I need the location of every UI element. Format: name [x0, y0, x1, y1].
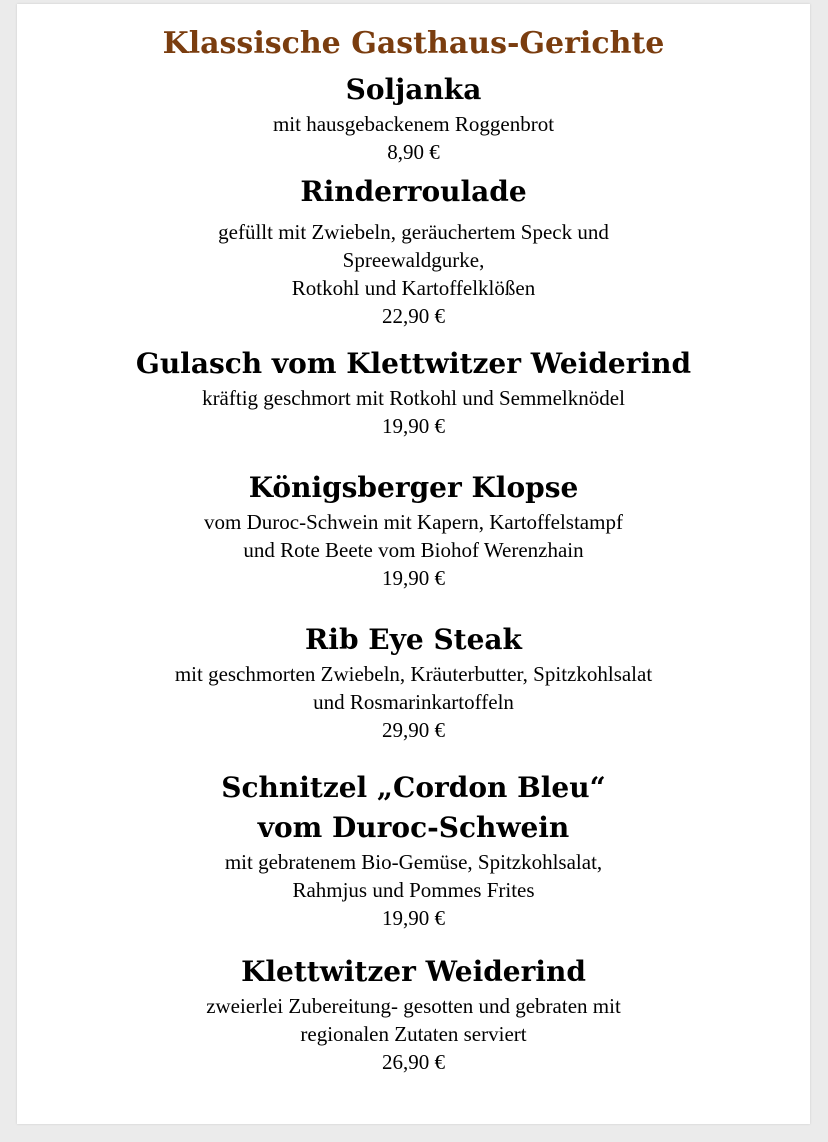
dish-schnitzel-cordon-bleu — [17, 768, 810, 932]
dish-name: Soljanka — [345, 73, 482, 106]
menu-title: Klassische Gasthaus-Gerichte — [162, 26, 665, 61]
dish-price: 19,90 € — [382, 566, 445, 590]
dish-name: Königsberger Klopse — [248, 471, 579, 504]
dish-description: mit hausgebackenem Roggenbrot — [272, 112, 555, 136]
dish-rib-eye-steak — [17, 620, 810, 744]
dish-price: 8,90 € — [387, 140, 440, 164]
dish-price: 29,90 € — [382, 718, 445, 742]
dish-name: Klettwitzer Weiderind — [241, 955, 586, 988]
dish-description: und Rote Beete vom Biohof Werenzhain — [243, 538, 584, 562]
dish-description: gefüllt mit Zwiebeln, geräuchertem Speck und — [218, 220, 609, 244]
dish-description: mit gebratenem Bio-Gemüse, Spitzkohlsalat, — [224, 850, 603, 874]
dish-price: 22,90 € — [382, 304, 445, 328]
dish-gulasch — [17, 344, 810, 440]
dish-description: Rahmjus und Pommes Frites — [292, 878, 535, 902]
dish-price: 26,90 € — [382, 1050, 445, 1074]
dish-koenigsberger-klopse — [17, 468, 810, 592]
dish-description: zweierlei Zubereitung- gesotten und gebraten mit — [206, 994, 621, 1018]
dish-name: Rinderroulade — [300, 175, 527, 208]
dish-description: und Rosmarinkartoffeln — [313, 690, 514, 714]
dish-name: Gulasch vom Klettwitzer Weiderind — [135, 347, 692, 380]
dish-soljanka — [17, 70, 810, 166]
dish-rinderroulade — [17, 172, 810, 330]
menu-page — [17, 4, 810, 1124]
dish-price: 19,90 € — [382, 906, 445, 930]
dish-price: 19,90 € — [382, 414, 445, 438]
dish-description: vom Duroc-Schwein mit Kapern, Kartoffelstampf — [204, 510, 623, 534]
dish-description: kräftig geschmort mit Rotkohl und Semmelknödel — [202, 386, 625, 410]
dish-name: vom Duroc-Schwein — [257, 811, 570, 844]
dish-description: mit geschmorten Zwiebeln, Kräuterbutter, Spitzkohlsalat — [174, 662, 653, 686]
dish-name: Schnitzel „Cordon Bleu“ — [221, 771, 606, 804]
dish-name: Rib Eye Steak — [305, 623, 522, 656]
dish-description: regionalen Zutaten serviert — [300, 1022, 527, 1046]
dish-description: Spreewaldgurke, — [342, 248, 485, 272]
dish-klettwitzer-weiderind — [17, 952, 810, 1076]
dish-description: Rotkohl und Kartoffelklößen — [291, 276, 536, 300]
